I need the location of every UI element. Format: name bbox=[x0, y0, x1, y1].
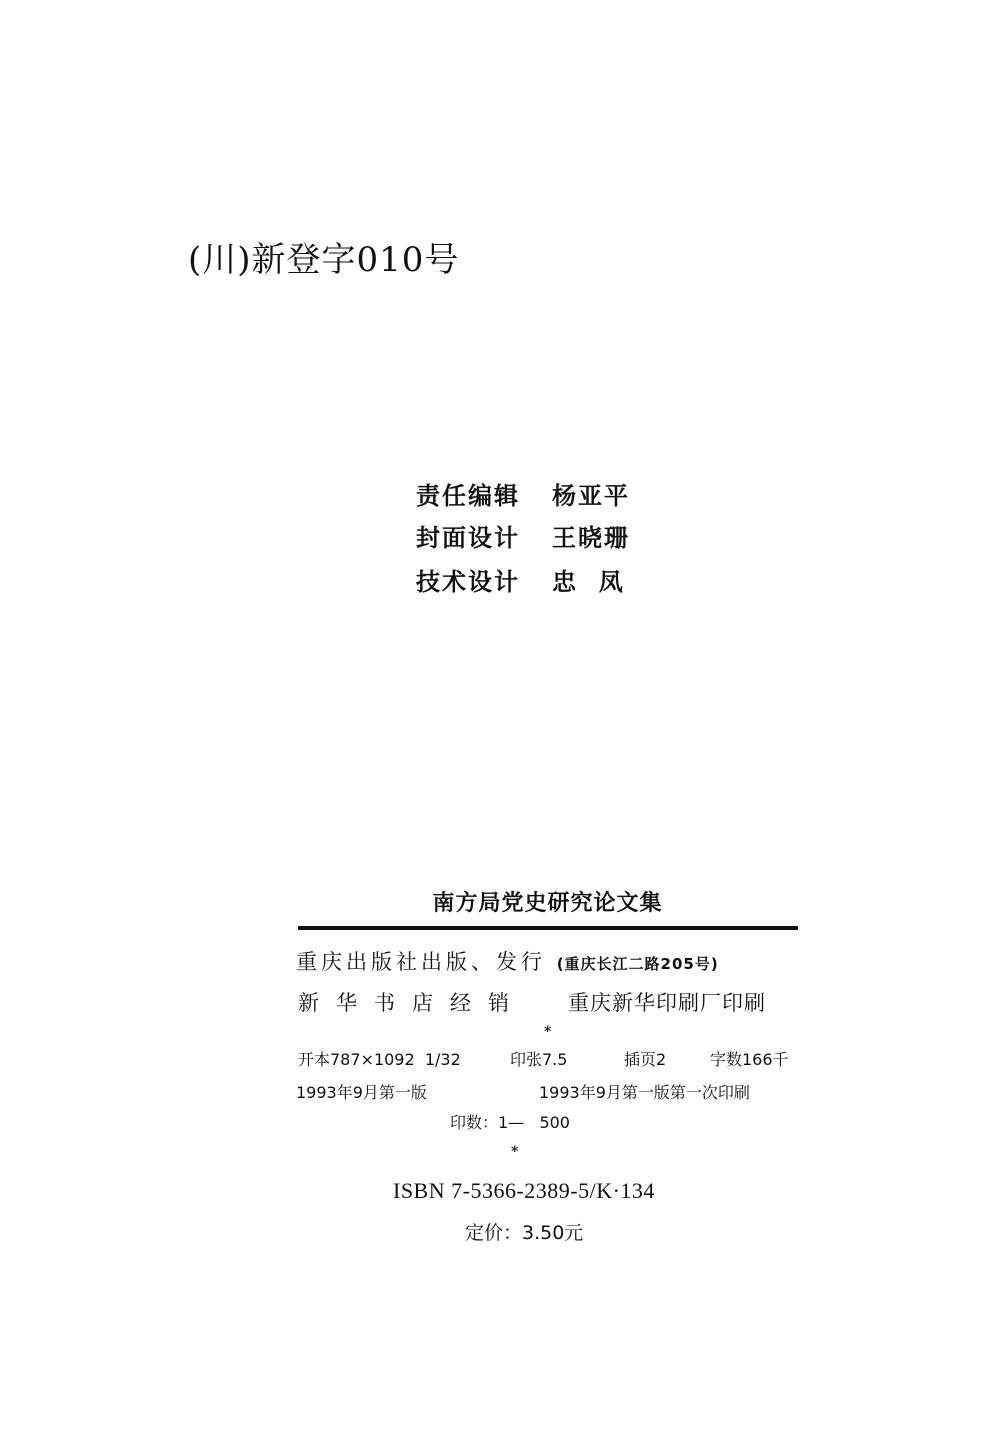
credit-role: 封面设计 bbox=[416, 524, 520, 552]
distributor: 新华书店经销 bbox=[298, 991, 526, 1015]
printer: 重庆新华印刷厂印刷 bbox=[568, 991, 766, 1015]
book-title: 南方局党史研究论文集 bbox=[432, 891, 663, 916]
spec-plates: 插页2 bbox=[624, 1050, 667, 1069]
edition-line bbox=[296, 1080, 750, 1103]
divider-rule bbox=[298, 926, 798, 930]
separator-mark: * bbox=[511, 1144, 519, 1160]
spec-word-count: 字数166千 bbox=[710, 1050, 789, 1069]
format-specs bbox=[298, 1047, 789, 1070]
isbn: ISBN 7-5366-2389-5/K·134 bbox=[393, 1178, 655, 1203]
distribution-line bbox=[298, 987, 766, 1017]
credit-name: 王晓珊 bbox=[552, 524, 630, 552]
publisher-address: (重庆长江二路205号) bbox=[556, 955, 719, 973]
credit-technical-design bbox=[416, 562, 625, 597]
credit-role: 技术设计 bbox=[416, 568, 520, 596]
credit-name: 忠 凤 bbox=[552, 568, 625, 596]
price: 定价：3.50元 bbox=[465, 1222, 584, 1244]
credit-cover-design bbox=[416, 518, 630, 553]
spec-sheets: 印张7.5 bbox=[510, 1050, 568, 1069]
registration-number: (川)新登字010号 bbox=[188, 240, 460, 280]
credit-editor bbox=[416, 476, 630, 511]
spec-format: 开本787×1092 1/32 bbox=[298, 1050, 461, 1069]
print-run: 印数：1— 500 bbox=[450, 1113, 570, 1132]
publisher-text: 重庆出版社出版、发行 bbox=[296, 950, 546, 974]
first-edition: 1993年9月第一版 bbox=[296, 1083, 427, 1102]
publisher-line bbox=[296, 946, 719, 976]
first-printing: 1993年9月第一版第一次印刷 bbox=[539, 1083, 750, 1102]
credit-name: 杨亚平 bbox=[552, 482, 630, 510]
separator-mark: * bbox=[544, 1024, 552, 1040]
credit-role: 责任编辑 bbox=[416, 482, 520, 510]
